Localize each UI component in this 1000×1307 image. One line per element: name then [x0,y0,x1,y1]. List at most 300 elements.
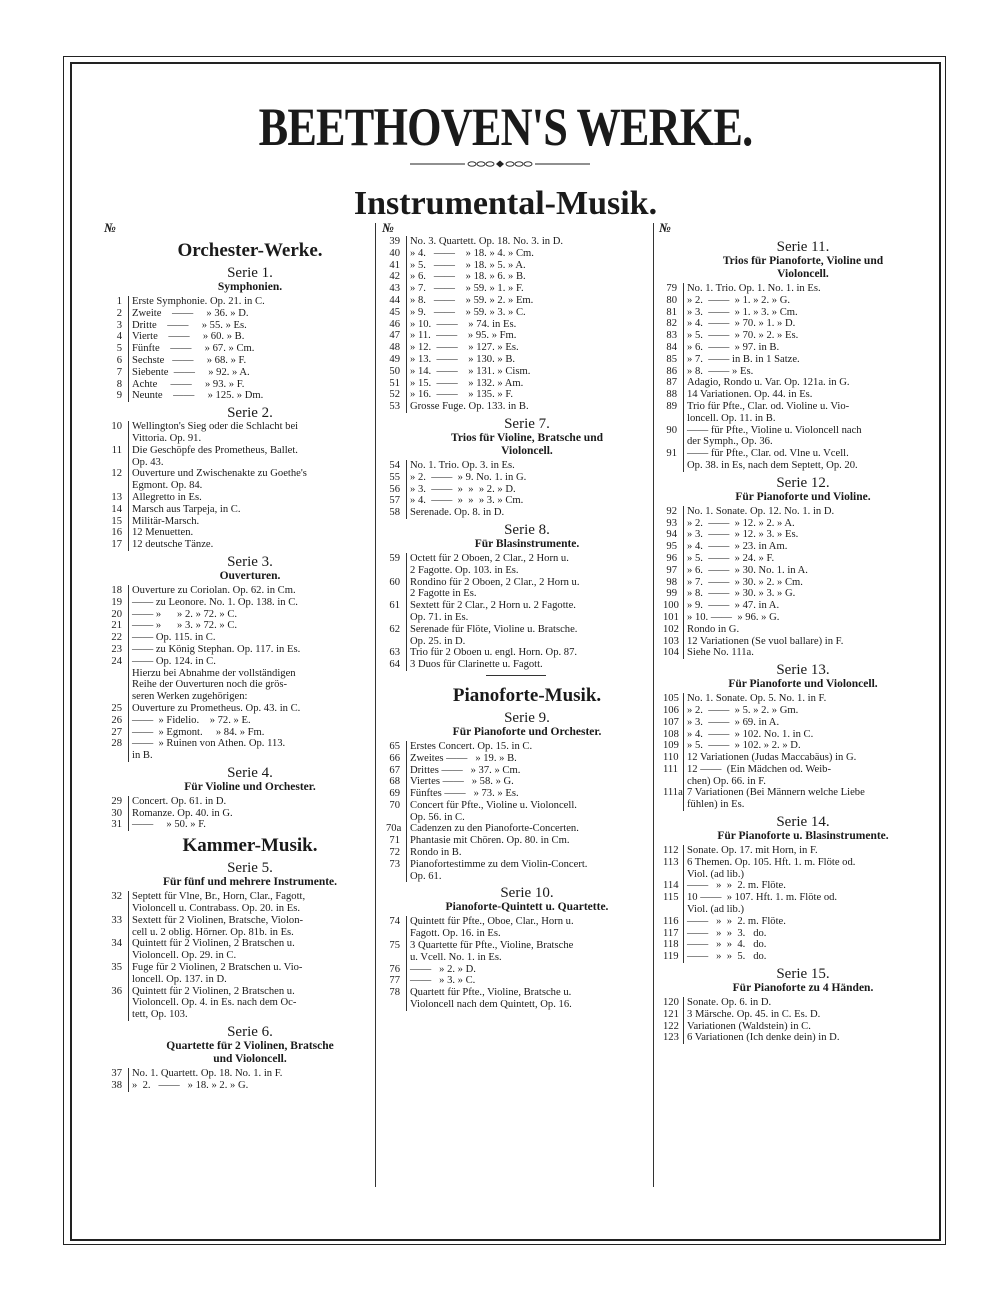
entry-text: —— für Pfte., Clar. od. Vlne u. Vcell. Op. 38. in Es, nach dem Septett, Op. 20. [683,448,923,472]
entry-text: » 5. —— » 70. » 2. » Es. [683,330,923,342]
entry-text: » 7. —— » 59. » 1. » F. [406,283,648,295]
entry-number: 93 [666,517,677,529]
catalog-entry [386,753,648,765]
catalog-entry [663,448,923,472]
entry-text: Phantasie mit Chören. Op. 80. in Cm. [406,835,648,847]
entry-text: » 16. —— » 135. » F. [406,389,648,401]
entry-number: 28 [111,738,122,750]
entry-text: Serenade für Flöte, Violine u. Bratsche. Op. 25. in D. [406,624,648,648]
entry-text: » 4. —— » 102. No. 1. in C. [683,729,923,741]
catalog-entry [386,271,648,283]
catalog-entry [108,632,372,644]
catalog-entry [108,585,372,597]
catalog-entry [663,892,923,916]
catalog-entry [386,366,648,378]
column-middle [382,220,648,1187]
entry-text: » 9. —— » 59. » 3. » C. [406,307,648,319]
catalog-entry [108,715,372,727]
catalog-entry [663,401,923,425]
entry-number: 112 [663,845,679,857]
ornament-divider [410,160,590,168]
entry-text: —— » 2. » D. [406,964,648,976]
entry-number: 51 [389,377,400,389]
catalog-entry [386,600,648,624]
entry-text: Ouverture zu Coriolan. Op. 62. in Cm. [128,585,372,597]
entry-text: » 2. —— » 9. No. 1. in G. [406,472,648,484]
entry-text: » 6. —— » 97. in B. [683,342,923,354]
entry-number: 83 [666,330,677,342]
entry-text: » 11. —— » 95. » Fm. [406,330,648,342]
section-rule [386,671,648,681]
entry-number: 111a [663,787,683,799]
entry-text: 6 Themen. Op. 105. Hft. 1. m. Flöte od. Viol. (ad lib.) [683,857,923,881]
entry-text: » 2. —— » 5. » 2. » Gm. [683,705,923,717]
catalog-entry [663,389,923,401]
series-subheading: Trios für Violine, Bratsche und Violoncell. [451,431,603,457]
entry-number: 82 [666,318,677,330]
catalog-entry [108,962,372,986]
catalog-entry [108,796,372,808]
entry-number: 67 [389,764,400,776]
entry-text: » 2. —— » 18. » 2. » G. [128,1080,372,1092]
column-right [659,220,923,1187]
entries-right [663,236,923,1044]
entry-number: 9 [116,390,122,402]
catalog-entry [663,916,923,928]
entry-text: Ouverture und Zwischenakte zu Goethe's Egmont. Op. 84. [128,468,372,492]
catalog-entry [386,765,648,777]
entry-number: 109 [663,740,679,752]
catalog-entry [663,425,923,449]
entry-number: 43 [389,283,400,295]
catalog-entry [386,624,648,648]
entry-text: Achte —— » 93. » F. [128,379,372,391]
entry-text: —— » Fidelio. » 72. » E. [128,715,372,727]
entry-number: 31 [111,819,122,831]
entry-text: » 12. —— » 127. » Es. [406,342,648,354]
entry-text: —— Op. 124. in C. Hierzu bei Abnahme der vollständigen Reihe der Ouverturen noch die grös- seren Werken zugehörigen: [128,656,372,703]
entry-text: 3 Duos für Clarinette u. Fagott. [406,659,648,671]
entry-number: 25 [111,702,122,714]
entry-text: » 6. —— » 18. » 6. » B. [406,271,648,283]
entry-number: 122 [663,1020,679,1032]
entry-text: —— » » 2. m. Flöte. [683,916,923,928]
catalog-entry [386,916,648,940]
catalog-entry [663,787,923,811]
catalog-entry [386,553,648,577]
entry-text: Fünfte —— » 67. » Cm. [128,343,372,355]
entry-number: 73 [389,858,400,870]
entry-text: Quartett für Pfte., Violine, Bratsche u. Violoncell nach dem Quintett, Op. 16. [406,987,648,1011]
entry-number: 33 [111,914,122,926]
catalog-entry [663,845,923,857]
entry-text: —— » 3. » C. [406,975,648,987]
entry-number: 45 [389,306,400,318]
catalog-entry [108,421,372,445]
entry-number: 54 [389,459,400,471]
catalog-entry [663,857,923,881]
entry-text: Trio für Pfte., Clar. od. Violine u. Vio- loncell. Op. 11. in B. [683,401,923,425]
entry-number: 55 [389,471,400,483]
entry-number: 63 [389,647,400,659]
entry-text: —— » » 3. do. [683,928,923,940]
entry-text: » 10. —— » 96. » G. [683,612,923,624]
catalog-entry [663,693,923,705]
catalog-entry [386,236,648,248]
entry-number: 40 [389,247,400,259]
series-subheading: Für Pianoforte zu 4 Händen. [732,982,874,995]
catalog-entry [386,788,648,800]
entry-text: —— » Egmont. » 84. » Fm. [128,727,372,739]
entry-number: 72 [389,847,400,859]
entry-number: 77 [389,975,400,987]
entry-text: Concert für Pfte., Violine u. Violoncell. Op. 56. in C. [406,800,648,824]
entry-number: 38 [111,1079,122,1091]
entry-text: No. 1. Sonate. Op. 5. No. 1. in F. [683,693,923,705]
series-heading: Serie 11. [776,239,830,255]
catalog-entry [663,729,923,741]
entry-number: 91 [666,448,677,460]
entry-text: Trio für 2 Oboen u. engl. Horn. Op. 87. [406,647,648,659]
catalog-entry [108,938,372,962]
entry-number: 118 [663,939,679,951]
catalog-entry [386,859,648,883]
catalog-entry [663,636,923,648]
entry-text: Quintett für 2 Violinen, 2 Bratschen u. Violoncell. Op. 29. in C. [128,938,372,962]
entry-text: Allegretto in Es. [128,492,372,504]
entry-number: 53 [389,401,400,413]
catalog-entry [386,741,648,753]
entry-number: 57 [389,495,400,507]
catalog-entry [386,659,648,671]
catalog-entry [108,1068,372,1080]
entry-text: » 15. —— » 132. » Am. [406,378,648,390]
series-subheading: Quartette für 2 Violinen, Bratsche und Violoncell. [166,1040,334,1066]
entry-number: 119 [663,951,679,963]
entry-number: 58 [389,507,400,519]
entry-number: 1 [116,296,122,307]
entry-text: Siebente —— » 92. » A. [128,367,372,379]
catalog-entry [386,776,648,788]
catalog-entry [108,379,372,391]
series-subheading: Symphonien. [217,281,283,293]
entry-number: 29 [111,795,122,807]
entries-left [108,236,372,1092]
catalog-entry [663,612,923,624]
catalog-entry [663,318,923,330]
catalog-entry [386,800,648,824]
entry-text: 12 Menuetten. [128,527,372,539]
entry-number: 60 [389,576,400,588]
entry-text: Dritte —— » 55. » Es. [128,320,372,332]
catalog-entry [663,553,923,565]
entry-text: Adagio, Rondo u. Var. Op. 121a. in G. [683,377,923,389]
series-heading: Serie 6. [227,1024,273,1041]
catalog-entry [108,296,372,308]
entry-text: No. 1. Quartett. Op. 18. No. 1. in F. [128,1068,372,1080]
catalog-entry [108,539,372,551]
entry-text: » 13. —— » 130. » B. [406,354,648,366]
catalog-entry [663,377,923,389]
catalog-entry [386,319,648,331]
entry-text: Zweites —— » 19. » B. [406,753,648,765]
entry-text: —— » » 3. » 72. » C. [128,620,372,632]
entry-number: 49 [389,353,400,365]
entry-number: 97 [666,564,677,576]
entry-number: 26 [111,714,122,726]
entry-number: 47 [389,330,400,342]
entry-number: 101 [663,611,679,623]
catalog-entry [386,330,648,342]
entry-number: 34 [111,938,122,950]
series-subheading: Für Pianoforte und Orchester. [452,725,602,738]
entry-text: » 9. —— » 47. in A. [683,600,923,612]
number-header: № [659,220,671,235]
catalog-entry [663,1009,923,1021]
entry-text: » 7. —— » 30. » 2. » Cm. [683,577,923,589]
entry-number: 2 [116,307,122,319]
entry-text: —— » 50. » F. [128,819,372,831]
catalog-entry [386,975,648,987]
category-heading: Pianoforte-Musik. [452,684,602,706]
entry-text: Pianofortestimme zu dem Violin-Concert. Op. 61. [406,859,648,883]
series-heading: Serie 5. [227,860,273,877]
entry-number: 13 [111,491,122,503]
entry-text: » 14. —— » 131. » Cism. [406,366,648,378]
entry-number: 59 [389,552,400,564]
entry-number: 17 [111,539,122,551]
entry-text: Drittes —— » 37. » Cm. [406,765,648,777]
entry-text: » 8. —— » 59. » 2. » Em. [406,295,648,307]
entry-number: 62 [389,623,400,635]
entry-text: No. 1. Trio. Op. 3. in Es. [406,460,648,472]
entry-number: 10 [111,421,122,433]
entry-number: 95 [666,541,677,553]
entry-number: 70a [386,823,402,835]
entry-text: —— » Ruinen von Athen. Op. 113. in B. [128,738,372,762]
entry-text: Rondino für 2 Oboen, 2 Clar., 2 Horn u. 2 Fagotte in Es. [406,577,648,601]
entries-middle [386,236,648,1011]
entry-text: » 10. —— » 74. in Es. [406,319,648,331]
entry-number: 90 [666,424,677,436]
entry-text: Rondo in G. [683,624,923,636]
entry-number: 66 [389,752,400,764]
column-left [104,220,372,1187]
entry-text: Erstes Concert. Op. 15. in C. [406,741,648,753]
entry-number: 81 [666,306,677,318]
series-heading: Serie 12. [776,474,830,491]
entry-number: 32 [111,891,122,903]
entry-number: 48 [389,342,400,354]
entry-text: Serenade. Op. 8. in D. [406,507,648,519]
catalog-entry [663,740,923,752]
entry-text: » 4. —— » » » 3. » Cm. [406,495,648,507]
catalog-entry [663,330,923,342]
entry-text: » 3. —— » 1. » 3. » Cm. [683,307,923,319]
catalog-entry [386,495,648,507]
page-title: BEETHOVEN'S WERKE. [258,97,753,157]
entry-number: 79 [666,283,677,294]
series-subheading: Für Pianoforte u. Blasinstrumente. [717,830,889,843]
entry-text: —— für Pfte., Violine u. Violoncell nach der Symph., Op. 36. [683,425,923,449]
catalog-entry [386,248,648,260]
entry-text: Siehe No. 111a. [683,647,923,659]
entry-text: » 4. —— » 18. » 4. » Cm. [406,248,648,260]
catalog-entry [108,355,372,367]
catalog-entry [386,283,648,295]
catalog-entry [386,823,648,835]
catalog-entry [108,320,372,332]
catalog-entry [386,260,648,272]
entry-number: 39 [389,236,400,247]
entry-number: 108 [663,728,679,740]
entry-number: 111 [663,763,679,775]
entry-text: Die Geschöpfe des Prometheus, Ballet. Op. 43. [128,445,372,469]
entry-number: 99 [666,588,677,600]
entry-text: » 6. —— » 30. No. 1. in A. [683,565,923,577]
entry-number: 44 [389,294,400,306]
entry-text: Variationen (Waldstein) in C. [683,1021,923,1033]
catalog-entry [386,847,648,859]
catalog-entry [386,378,648,390]
entry-text: Rondo in B. [406,847,648,859]
entry-text: Vierte —— » 60. » B. [128,331,372,343]
catalog-entry [108,343,372,355]
catalog-entry [663,342,923,354]
catalog-entry [108,331,372,343]
entry-number: 5 [116,343,122,355]
catalog-entry [108,445,372,469]
series-heading: Serie 9. [504,709,550,726]
entry-text: » 7. —— in B. in 1 Satze. [683,354,923,366]
catalog-entry [108,819,372,831]
entry-text: » 5. —— » 24. » F. [683,553,923,565]
entry-text: No. 1. Sonate. Op. 12. No. 1. in D. [683,506,923,518]
catalog-entry [108,492,372,504]
entry-text: » 5. —— » 102. » 2. » D. [683,740,923,752]
series-subheading: Für fünf und mehrere Instrumente. [162,876,338,889]
category-heading: Kammer-Musik. [182,835,318,857]
series-subheading: Für Pianoforte und Violine. [735,490,871,503]
entry-text: Militär-Marsch. [128,516,372,528]
catalog-entry [108,986,372,1021]
entry-number: 18 [111,584,122,596]
series-heading: Serie 1. [227,265,273,281]
entry-text: Sonate. Op. 17. mit Horn, in F. [683,845,923,857]
catalog-entry [663,518,923,530]
catalog-entry [663,577,923,589]
catalog-entry [663,997,923,1009]
entry-text: No. 1. Trio. Op. 1. No. 1. in Es. [683,283,923,295]
entry-number: 14 [111,503,122,515]
catalog-entry [663,624,923,636]
entry-text: » 5. —— » 18. » 5. » A. [406,260,648,272]
catalog-entry [663,565,923,577]
entry-number: 52 [389,389,400,401]
entry-number: 76 [389,963,400,975]
column-divider [653,223,654,1187]
entry-text: » 3. —— » 12. » 3. » Es. [683,529,923,541]
entry-text: 10 —— » 107. Hft. 1. m. Flöte od. Viol. (ad lib.) [683,892,923,916]
entry-number: 30 [111,807,122,819]
catalog-entry [663,951,923,963]
entry-number: 68 [389,776,400,788]
catalog-entry [108,703,372,715]
entry-number: 85 [666,353,677,365]
series-subheading: Ouverturen. [219,569,281,582]
catalog-entry [663,647,923,659]
entry-text: —— » » 2. » 72. » C. [128,609,372,621]
catalog-entry [663,600,923,612]
entry-number: 6 [116,354,122,366]
catalog-entry [386,940,648,964]
series-heading: Serie 4. [227,764,273,781]
entry-text: 14 Variationen. Op. 44. in Es. [683,389,923,401]
series-subheading: Für Blasinstrumente. [474,537,580,550]
entry-number: 102 [663,623,679,635]
catalog-entry [386,987,648,1011]
catalog-entry [663,307,923,319]
series-heading: Serie 3. [227,553,273,570]
entry-number: 98 [666,576,677,588]
entry-text: » 2. —— » 12. » 2. » A. [683,518,923,530]
catalog-entry [108,527,372,539]
catalog-entry [108,390,372,402]
entry-text: » 8. —— » Es. [683,366,923,378]
entry-text: Sonate. Op. 6. in D. [683,997,923,1009]
series-subheading: Für Violine und Orchester. [184,780,316,793]
entry-text: Ouverture zu Prometheus. Op. 43. in C. [128,703,372,715]
entry-text: No. 3. Quartett. Op. 18. No. 3. in D. [406,236,648,248]
entry-text: Fünftes —— » 73. » Es. [406,788,648,800]
entry-number: 106 [663,704,679,716]
entry-text: Sextett für 2 Violinen, Bratsche, Violon- cell u. 2 oblig. Hörner. Op. 81b. in Es. [128,915,372,939]
entry-text: —— » » 2. m. Flöte. [683,880,923,892]
entry-number: 87 [666,377,677,389]
entry-text: Grosse Fuge. Op. 133. in B. [406,401,648,413]
entry-number: 92 [666,505,677,517]
entry-number: 100 [663,600,679,612]
catalog-entry [663,939,923,951]
catalog-entry [386,964,648,976]
entry-text: Sechste —— » 68. » F. [128,355,372,367]
catalog-entry [108,727,372,739]
entry-text: Romanze. Op. 40. in G. [128,808,372,820]
entry-text: 7 Variationen (Bei Männern welche Liebe fühlen) in Es. [683,787,923,811]
entry-text: —— zu Leonore. No. 1. Op. 138. in C. [128,597,372,609]
entry-number: 56 [389,483,400,495]
catalog-entry [108,609,372,621]
catalog-entry [663,295,923,307]
entry-text: Neunte —— » 125. » Dm. [128,390,372,402]
catalog-entry [386,354,648,366]
entry-text: —— zu König Stephan. Op. 117. in Es. [128,644,372,656]
entry-text: 3 Quartette für Pfte., Violine, Bratsche u. Vcell. No. 1. in Es. [406,940,648,964]
entry-number: 80 [666,294,677,306]
entry-number: 69 [389,788,400,800]
entry-text: Concert. Op. 61. in D. [128,796,372,808]
entry-text: 12 deutsche Tänze. [128,539,372,551]
entry-number: 41 [389,259,400,271]
entry-number: 74 [389,916,400,928]
entry-number: 3 [116,319,122,331]
catalog-entry [663,928,923,940]
entry-text: Quintett für Pfte., Oboe, Clar., Horn u. Fagott. Op. 16. in Es. [406,916,648,940]
entry-number: 42 [389,271,400,283]
catalog-entry [663,354,923,366]
catalog-entry [108,915,372,939]
entry-text: Marsch aus Tarpeja, in C. [128,504,372,516]
